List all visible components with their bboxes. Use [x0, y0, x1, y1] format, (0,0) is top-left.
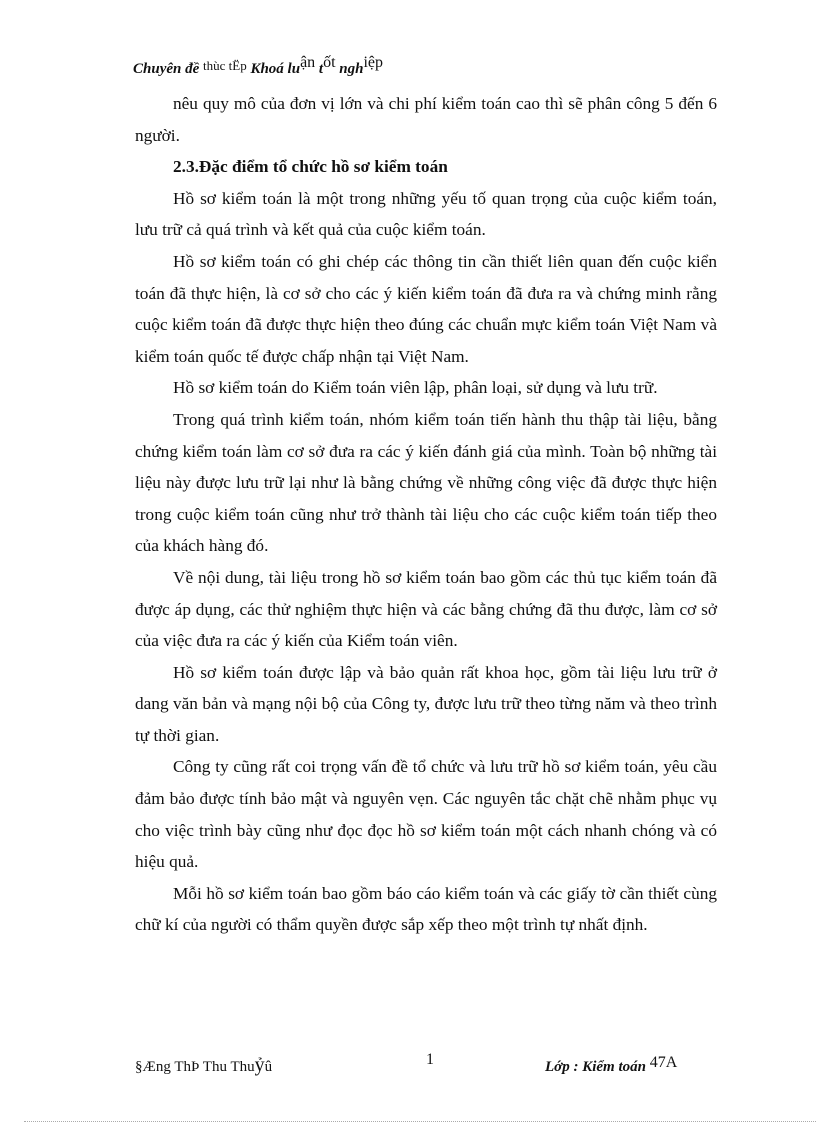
header-text-5: t: [318, 61, 324, 77]
class-label: Lớp : Kiểm toán: [545, 1059, 646, 1075]
paragraph: Trong quá trình kiểm toán, nhóm kiểm toán tiến hành thu thập tài liệu, bằng chứng kiểm toán làm cơ sở đưa ra các ý kiến đánh giá của mình. Toàn bộ những tài liệu này được lưu trữ lại như là bằng chứng về những công việc đã được thực hiện trong cuộc kiểm toán cũng như trở thành tài liệu cho các cuộc kiểm toán tiếp theo của khách hàng đó.: [135, 409, 717, 556]
paragraph: Hồ sơ kiểm toán có ghi chép các thông tin cần thiết liên quan đến cuộc kiển toán đã thực hiện, là cơ sở cho các ý kiến kiểm toán đã đưa ra và chứng minh rằng cuộc kiểm toán đã được thực hiện theo đúng các chuẩn mực kiểm toán Việt Nam và kiểm toán quốc tế được chấp nhận tại Việt Nam.: [135, 251, 717, 366]
paragraph: Công ty cũng rất coi trọng vấn đề tổ chức và lưu trữ hồ sơ kiểm toán, yêu cầu đảm bảo được tính bảo mật và nguyên vẹn. Các nguyên tắc chặt chẽ nhằm phục vụ cho việc trình bày cũng như đọc đọc hồ sơ kiểm toán một cách nhanh chóng và có hiệu quả.: [135, 757, 717, 872]
header-text-8: iệp: [363, 54, 384, 71]
author-name-end: û: [264, 1059, 273, 1075]
paragraph: Hồ sơ kiểm toán là một trong những yếu tố quan trọng của cuộc kiểm toán, lưu trữ cả quá trình và kết quả của cuộc kiểm toán.: [135, 188, 717, 240]
document-body: [135, 88, 717, 941]
header-text-4: ận: [300, 54, 316, 71]
footer-class: [545, 1054, 677, 1076]
page-number: 1: [426, 1051, 434, 1068]
header-text-2: thùc tËp: [203, 58, 247, 73]
class-number: 47A: [649, 1054, 678, 1071]
footer-author: [135, 1054, 272, 1077]
section-heading: 2.3.Đặc điểm tổ chức hồ sơ kiểm toán: [173, 157, 448, 177]
header-text-1: Chuyên đề: [133, 61, 200, 77]
page-header: [133, 54, 383, 78]
paragraph: Về nội dung, tài liệu trong hồ sơ kiểm toán bao gồm các thủ tục kiểm toán đã được áp dụng, các thử nghiệm thực hiện và các bằng chứng đã thu được, làm cơ sở của việc đưa ra các ý kiến của Kiểm toán viên.: [135, 567, 717, 651]
page-edge-divider: [24, 1121, 816, 1122]
paragraph: Hồ sơ kiểm toán do Kiểm toán viên lập, phân loại, sử dụng và lưu trữ.: [173, 378, 658, 398]
paragraph: Hồ sơ kiểm toán được lập và bảo quản rất khoa học, gồm tài liệu lưu trữ ở dang văn bản và mạng nội bộ của Công ty, được lưu trữ theo từng năm và theo trình tự thời gian.: [135, 662, 717, 745]
header-text-6: ốt: [323, 54, 336, 71]
author-name-tail: ỷ: [254, 1054, 265, 1076]
paragraph: Mỗi hồ sơ kiểm toán bao gồm báo cáo kiểm toán và các giấy tờ cần thiết cùng chữ kí của người có thẩm quyền được sắp xếp theo một trình tự nhất định.: [135, 883, 717, 935]
header-text-7: ngh: [339, 61, 364, 77]
header-text-3: Khoá lu: [250, 61, 301, 77]
paragraph: nêu quy mô của đơn vị lớn và chi phí kiểm toán cao thì sẽ phân công 5 đến 6 người.: [135, 94, 717, 145]
author-name: §Æng ThÞ Thu Thu: [135, 1059, 255, 1075]
